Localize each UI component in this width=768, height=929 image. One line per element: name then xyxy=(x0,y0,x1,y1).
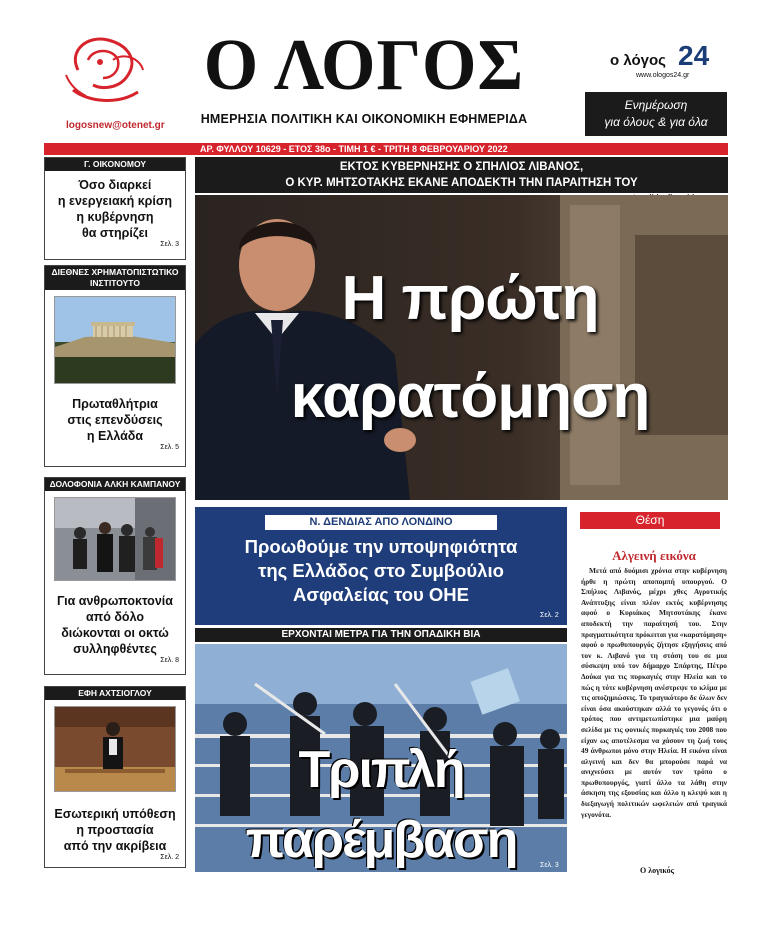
left-story-line: από δόλο xyxy=(85,610,144,624)
newspaper-title: Ο ΛΟΓΟΣ xyxy=(203,25,525,106)
blue-headline-line-1: Προωθούμε την υποψηφιότητα xyxy=(244,536,518,557)
page-reference: Σελ. 3 xyxy=(540,862,559,869)
left-story-line: Πρωταθλήτρια xyxy=(72,397,158,411)
left-story-2[interactable] xyxy=(44,265,186,467)
opinion-label: Θέση xyxy=(580,512,720,529)
left-story-line: στις επενδύσεις xyxy=(67,413,163,427)
left-story-4[interactable] xyxy=(44,686,186,868)
left-story-line: η προστασία xyxy=(76,823,154,837)
page-reference: Σελ. 5 xyxy=(160,444,179,451)
page-reference: Σελ. 2 xyxy=(160,854,179,861)
newspaper-logo-illustration xyxy=(58,30,154,112)
slogan-line-1: Ενημέρωση xyxy=(624,98,688,112)
acropolis-photo xyxy=(54,296,176,384)
left-story-line: από την ακρίβεια xyxy=(63,839,167,853)
left-story-line: Όσο διαρκεί xyxy=(78,178,152,192)
opinion-body: Μετά από δυόμισι χρόνια στην κυβέρνηση ήρθε η πρώτη αποπομπή υπουργού. Ο Σπήλιος Λιβανός, μέχρι χθες Αγροτικής Ανάπτυξης είναι πλέον εκτός κυβέρνησης αφού ο Κυριάκος Μητσοτάκης έκανε αποδεκτή την παραίτησή του. Στην πραγματικότητα πρόκειται για «καρατόμηση» αφού ο πρωθυπουργός ζήτησε εξηγήσεις από τον κ. Λιβανό για τη στάση του σε μια σύσκεψη υπό τον δήμαρχο Σπάρτης, Πέτρο Δούκα για τις πυρκαγιές στην Ηλεία και το πώς η τότε κυβέρνηση ανέστρεψε το κλίμα με τις αποζημιώσεις. Το τραγικότερο δε όλων δεν είναι όσα ακούστηκαν αλλά το γεγονός ότι ο τρόπος που αντιμετωπίστηκε μια μαύρη σελίδα με τις φονικές πυρκαγιές του 2008 που είχαν ως αποτέλεσμα να χάσουν τη ζωή τους 49 άνθρωποι μόνο στην Ηλεία. Η εικόνα είναι αλγεινή και δεν θα μπορούσε παρά να ανιχνεύσει με αυτόν τον τρόπο ο πρωθυπουργός, γιατί άλλο τα λάθη στην άσκηση της εξουσίας και άλλο η κλεψύ και η διεξαγωγή πολιτικών ωφελειών από τραγικά γεγονότα. xyxy=(581,566,728,819)
left-story-line: η ενεργειακή κρίση xyxy=(57,194,173,208)
main-strap-line-2: Ο ΚΥΡ. ΜΗΤΣΟΤΑΚΗΣ ΕΚΑΝΕ ΑΠΟΔΕΚΤΗ ΤΗΝ ΠΑΡΑΙΤΗΣΗ ΤΟΥ xyxy=(285,177,638,189)
left-story-1[interactable] xyxy=(44,157,186,260)
page-reference: Σελ. 2 xyxy=(540,612,559,619)
left-story-header: ΕΦΗ ΑΧΤΣΙΟΓΛΟΥ xyxy=(45,687,185,700)
page-reference: Σελ. 8 xyxy=(160,657,179,664)
left-story-3[interactable] xyxy=(44,477,186,675)
opinion-title[interactable]: Αλγεινή εικόνα xyxy=(612,548,696,563)
left-story-line: η κυβέρνηση xyxy=(76,210,154,224)
main-strap-line-1: ΕΚΤΟΣ ΚΥΒΕΡΝΗΣΗΣ Ο ΣΠΗΛΙΟΣ ΛΙΒΑΝΟΣ, xyxy=(339,161,584,173)
page-reference: Σελ. 3 xyxy=(160,241,179,248)
brand-url: www.ologos24.gr xyxy=(636,72,690,79)
opinion-signature: Ο λογικός xyxy=(640,866,674,875)
newspaper-subtitle: ΗΜΕΡΗΣΙΑ ΠΟΛΙΤΙΚΗ ΚΑΙ ΟΙΚΟΝΟΜΙΚΗ ΕΦΗΜΕΡΙΔΑ xyxy=(200,112,528,126)
left-story-header: ΔΟΛΟΦΟΝΙΑ ΑΛΚΗ ΚΑΜΠΑΝΟΥ xyxy=(45,478,185,491)
main-headline-line-2: καρατόμηση xyxy=(290,362,650,431)
parliament-photo xyxy=(54,706,176,792)
slogan-line-2: για όλους & για όλα xyxy=(604,115,708,129)
left-story-line: συλληφθέντες xyxy=(73,642,157,656)
violence-story-headline: Τριπλή παρέμβαση xyxy=(245,741,517,869)
brand-logo[interactable] xyxy=(600,40,720,84)
left-story-header: ΔΙΕΘΝΕΣ ΧΡΗΜΑΤΟΠΙΣΤΩΤΙΚΟ ΙΝΣΤΙΤΟΥΤΟ xyxy=(45,266,185,290)
main-headline xyxy=(230,250,710,446)
left-story-line: η Ελλάδα xyxy=(86,429,144,443)
email-address[interactable]: logosnew@otenet.gr xyxy=(66,120,165,131)
left-story-line: διώκονται οι οκτώ xyxy=(61,626,169,640)
violence-story-strap: ΕΡΧΟΝΤΑΙ ΜΕΤΡΑ ΓΙΑ ΤΗΝ ΟΠΑΔΙΚΗ ΒΙΑ xyxy=(195,628,567,642)
blue-story-strap: Ν. ΔΕΝΔΙΑΣ ΑΠΟ ΛΟΝΔΙΝΟ xyxy=(265,515,497,530)
arrest-photo xyxy=(54,497,176,581)
left-story-line: θα στηρίζει xyxy=(81,226,149,240)
blue-headline-line-3: Ασφαλείας του ΟΗΕ xyxy=(292,584,469,605)
blue-headline-line-2: της Ελλάδος στο Συμβούλιο xyxy=(258,560,504,581)
left-story-line: Εσωτερική υπόθεση xyxy=(54,807,176,821)
issue-info: ΑΡ. ΦΥΛΛΟΥ 10629 - ΕΤΟΣ 38ο - ΤΙΜΗ 1 € - ΤΡΙΤΗ 8 ΦΕΒΡΟΥΑΡΙΟΥ 2022 xyxy=(200,144,508,154)
main-story-strap xyxy=(195,157,728,193)
main-headline-line-1: Η πρώτη xyxy=(341,264,599,333)
slogan-box xyxy=(585,92,727,136)
brand-number: 24 xyxy=(678,40,710,71)
brand-name: ο λόγος xyxy=(610,52,666,69)
left-story-line: Για ανθρωποκτονία xyxy=(57,594,173,608)
left-story-header: Γ. ΟΙΚΟΝΟΜΟΥ xyxy=(45,158,185,171)
blue-story-headline xyxy=(200,535,562,607)
